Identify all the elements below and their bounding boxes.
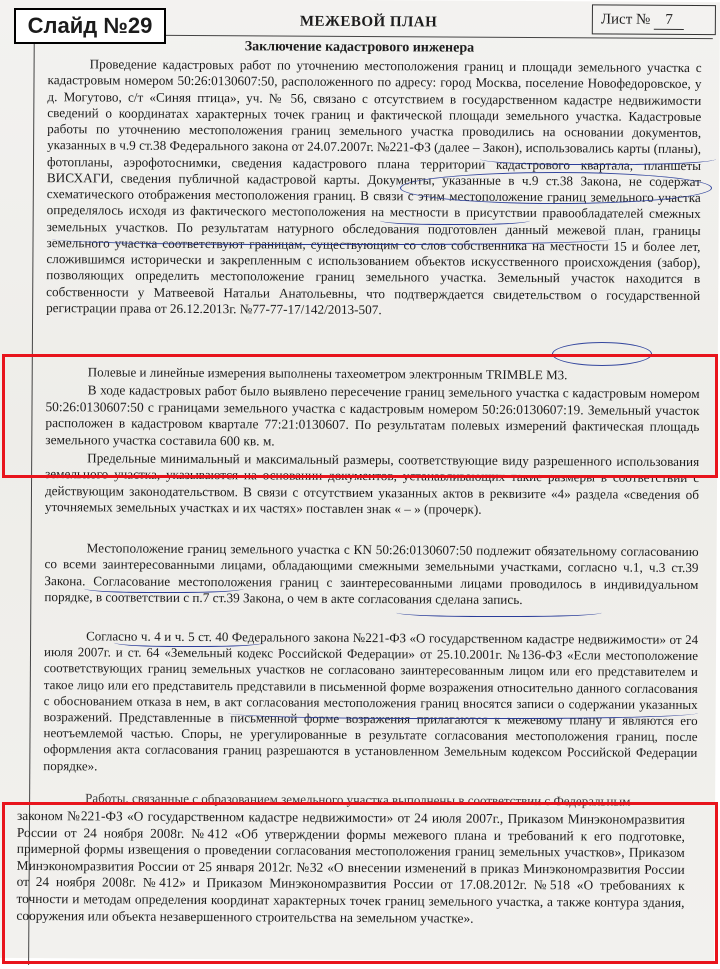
- ink-underline-5: [396, 606, 602, 617]
- paragraph-measurements: Полевые и линейные измерения выполнены тахеометром электронным TRIMBLE M3.: [87, 364, 568, 383]
- paragraph-works-lead: Работы, связанные с образованием земельного участка выполнены в соответствии с Федеральным: [85, 790, 631, 809]
- ink-underline-4: [84, 582, 244, 593]
- ink-underline-1: [480, 150, 716, 165]
- paragraph-boundaries-basis: Проведение кадастровых работ по уточнению местоположения границ и площади земельного участка с кадастровым номером 50:26:0130607:50, расположенного по адресу: город Москва, поселение Новофедоровское, у д. Могутово, с/т «Синяя птица», уч. № 56, связано с отсутствием в государственном кадастре недвижимости сведений о координатах характерных точек границ и фактической площади земельного участка. Кадастровые работы по уточнению местоположения границ земельного участка проводились на основании документов, указанных в ч.9 ст.38 Федерального закона от 24.07.2007г. №221-ФЗ (далее – Закон), использовались карты (планы), фотопланы, аэрофотоснимки, сведения кадастрового плана территории кадастрового квартала, планшеты ВИСХАГИ, сведения публичной кадастровой карты. Документы, указанные в ч.9 ст.38 Закона, не содержат схематического отображения местоположения границ. В связи с этим местоположение границ земельного участка определялось исходя из фактического местоположения на местности в присутствии правообладателей смежных земельных участков. По результатам натурного обследования подготовлен данный межевой план, границы земельного участка соответствуют границам, существующим со слов собственника на местности 15 и более лет, сложившимся исторически и закрепленным с использованием объектов искусственного происхождения (забор), позволяющих определить местоположение границ земельного участка. Земельный участок находится в собственности у Матвеевой Натальи Анатольевны, что подтверждается свидетельством о государственной регистрации права от 26.12.2013г. №77-77-17/142/2013-507.: [46, 56, 702, 317]
- ink-underline-7: [228, 704, 698, 719]
- ink-underline-6: [114, 636, 264, 647]
- paragraph-coordination: Местоположение границ земельного участка с КN 50:26:0130607:50 подлежит обязательному согласованию со всеми заинтересованными лицами, обладающими смежными земельными участками, согласно ч.1, ч.3 ст.39 Закона. Согласование местоположения границ с заинтересованными лицами проводилось в индивидуальном порядке, в соответствии с п.7 ст.39 Закона, о чем в акте согласования сделана запись.: [44, 540, 699, 608]
- ink-underline-2: [380, 214, 530, 225]
- sheet-number-box: [592, 4, 716, 35]
- slide-label: Слайд №29: [14, 8, 166, 44]
- section-title: Заключение кадастрового инженера: [244, 39, 475, 56]
- paragraph-legal-basis: законом №221-ФЗ «О государственном кадастре недвижимости» от 24 июля 2007г., Приказом Минэкономразвития России от 24 ноября 2008г. №412 «Об утверждении формы межевого плана и требований к его подготовке, примерной формы извещения о проведении согласования местоположения границ земельных участков», Приказом Минэкономразвития России от 25 января 2012г. №32 «О внесении изменений в приказ Минэкономразвития России от 24 ноября 2008г. №412» и Приказом Минэкономразвития России от 17.08.2012г. №518 «О требованиях к точности и методам определения координат характерных точек границ земельного участка, а также контура здания, сооружения или объекта незавершенного строительства на земельном участке».: [16, 807, 686, 926]
- sheet-label: Лист №: [600, 11, 651, 28]
- paragraph-law-quote: Согласно ч. 4 и ч. 5 ст. 40 Федерального закона №221-ФЗ «О государственном кадастре недвижимости» от 24 июля 2007г. и ст. 64 «Земельный кодекс Российской Федерации» от 25.10.2001г. №136-ФЗ «Если местоположение соответствующих границ земельных участков не согласовано заинтересованным лицом или его представителем и такое лицо или его представитель представили в письменной форме возражения относительно данного согласования с обоснованием отказа в нем, в акт согласования местоположения границ вносятся записи о содержании указанных возражений. Представленные в письменной форме возражения прилагаются к межевому плану и являются его неотъемлемой частью. Споры, не урегулированные в результате согласования местоположения границ, после оформления акта согласования границ разрешаются в установленном Земельным кодексом Российской Федерации порядке».: [43, 628, 699, 774]
- paragraph-intersection: В ходе кадастровых работ было выявлено пересечение границ земельного участка с кадастровым номером 50:26:0130607:50 с границами земельного участка с кадастровым номером 50:26:0130607:19. Земельный участок расположен в кадастровом квартале 77:21:0130607. По результатам полевых измерений фактическая площадь земельного участка составила 600 кв. м.: [45, 382, 700, 449]
- document-title: МЕЖЕВОЙ ПЛАН: [299, 13, 438, 31]
- ink-oval-date: [552, 342, 652, 366]
- paragraph-area-limits: Предельные минимальный и максимальный размеры, соответствующие виду разрешенного использования земельного участка, указываются на основании документов, устанавливающих такие размеры в соответствии с действующим законодательством. В связи с отсутствием указанных актов в реквизите «4» раздела «сведения об уточняемых земельных участках и их частях» поставлен знак « – » (прочерк).: [44, 450, 700, 517]
- sheet-number: 7: [654, 11, 684, 30]
- ink-underline-3: [52, 230, 612, 245]
- ink-oval-maps: [400, 172, 712, 204]
